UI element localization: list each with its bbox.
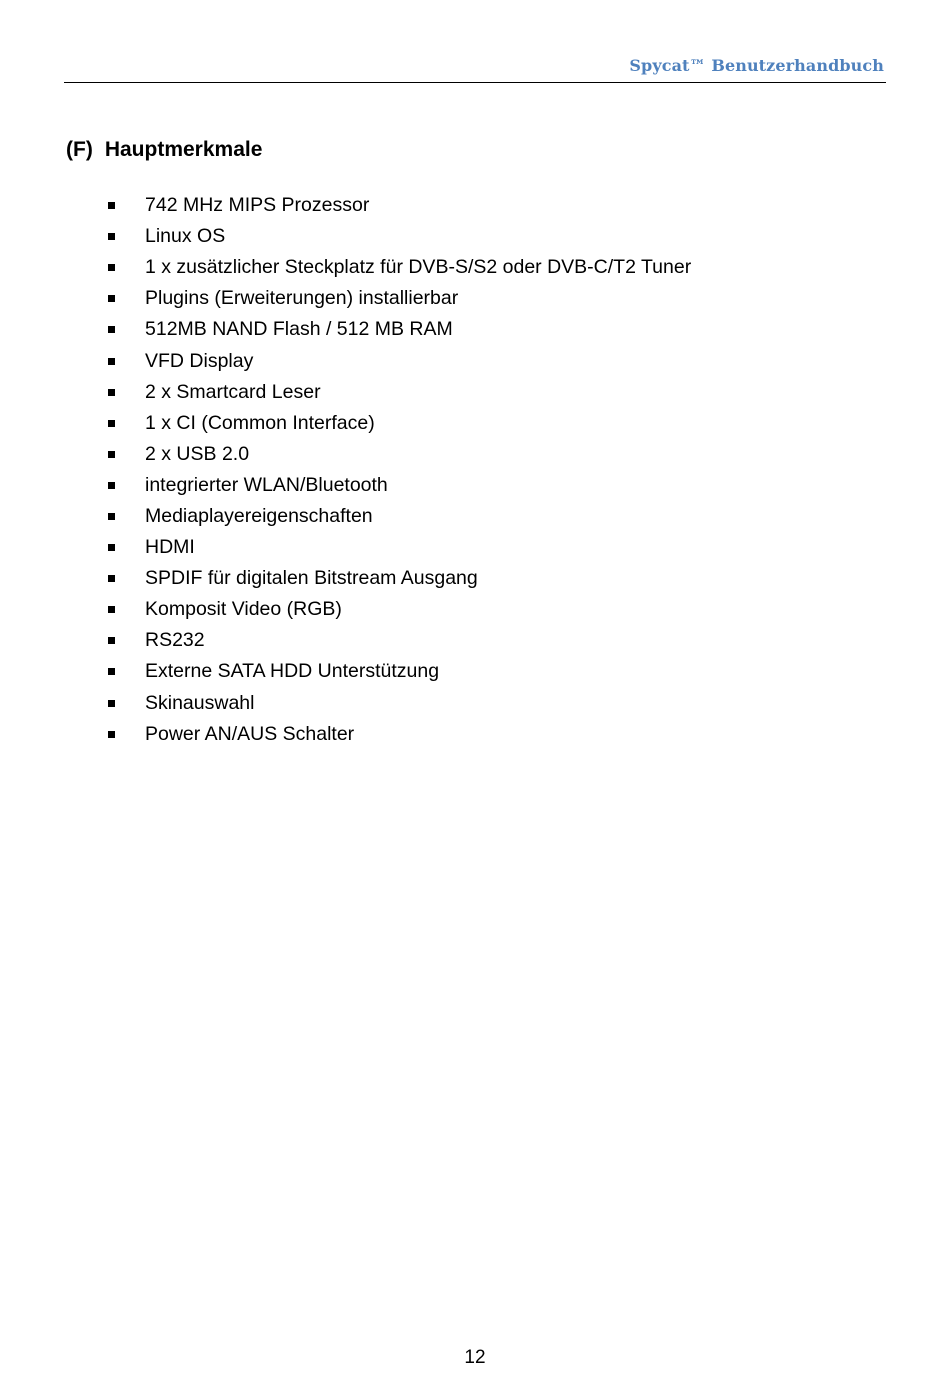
- feature-text: 2 x Smartcard Leser: [145, 380, 321, 403]
- square-bullet-icon: [108, 420, 115, 427]
- square-bullet-icon: [108, 668, 115, 675]
- list-item: [108, 252, 691, 283]
- square-bullet-icon: [108, 731, 115, 738]
- header-divider: [64, 82, 886, 83]
- feature-text: Power AN/AUS Schalter: [145, 722, 355, 745]
- running-header-title: Spycat™ Benutzerhandbuch: [629, 56, 884, 75]
- list-item: [108, 594, 691, 625]
- feature-text: HDMI: [145, 536, 195, 559]
- square-bullet-icon: [108, 233, 115, 240]
- square-bullet-icon: [108, 700, 115, 707]
- list-item: [108, 283, 691, 314]
- square-bullet-icon: [108, 575, 115, 582]
- feature-text: Skinauswahl: [145, 691, 255, 714]
- list-item: [108, 719, 691, 750]
- feature-text: VFD Display: [145, 349, 254, 372]
- feature-text: 1 x zusätzlicher Steckplatz für DVB-S/S2 oder DVB-C/T2 Tuner: [145, 256, 692, 279]
- list-item: [108, 314, 691, 345]
- square-bullet-icon: [108, 606, 115, 613]
- feature-text: 2 x USB 2.0: [145, 442, 250, 465]
- list-item: [108, 656, 691, 687]
- square-bullet-icon: [108, 295, 115, 302]
- square-bullet-icon: [108, 637, 115, 644]
- list-item: [108, 345, 691, 376]
- square-bullet-icon: [108, 358, 115, 365]
- feature-text: Plugins (Erweiterungen) installierbar: [145, 287, 459, 310]
- feature-text: integrierter WLAN/Bluetooth: [145, 473, 388, 496]
- feature-text: RS232: [145, 629, 205, 652]
- feature-text: 742 MHz MIPS Prozessor: [145, 194, 370, 217]
- square-bullet-icon: [108, 326, 115, 333]
- list-item: [108, 221, 691, 252]
- square-bullet-icon: [108, 513, 115, 520]
- section-marker: (F): [66, 138, 93, 161]
- feature-text: 512MB NAND Flash / 512 MB RAM: [145, 318, 453, 341]
- feature-text: Externe SATA HDD Unterstützung: [145, 660, 440, 683]
- section-heading: [66, 138, 262, 162]
- list-item: [108, 532, 691, 563]
- feature-text: Linux OS: [145, 225, 226, 248]
- feature-text: 1 x CI (Common Interface): [145, 411, 375, 434]
- list-item: [108, 688, 691, 719]
- list-item: [108, 439, 691, 470]
- square-bullet-icon: [108, 451, 115, 458]
- page-number: 12: [464, 1347, 486, 1368]
- section-title: Hauptmerkmale: [104, 138, 263, 161]
- square-bullet-icon: [108, 202, 115, 209]
- list-item: [108, 625, 691, 656]
- square-bullet-icon: [108, 264, 115, 271]
- list-item: [108, 408, 691, 439]
- list-item: [108, 377, 691, 408]
- list-item: [108, 563, 691, 594]
- list-item: [108, 501, 691, 532]
- list-item: [108, 190, 691, 221]
- square-bullet-icon: [108, 389, 115, 396]
- feature-text: SPDIF für digitalen Bitstream Ausgang: [145, 567, 478, 590]
- feature-list: [108, 190, 691, 750]
- square-bullet-icon: [108, 544, 115, 551]
- feature-text: Mediaplayereigenschaften: [145, 504, 373, 527]
- feature-text: Komposit Video (RGB): [145, 598, 342, 621]
- list-item: [108, 470, 691, 501]
- square-bullet-icon: [108, 482, 115, 489]
